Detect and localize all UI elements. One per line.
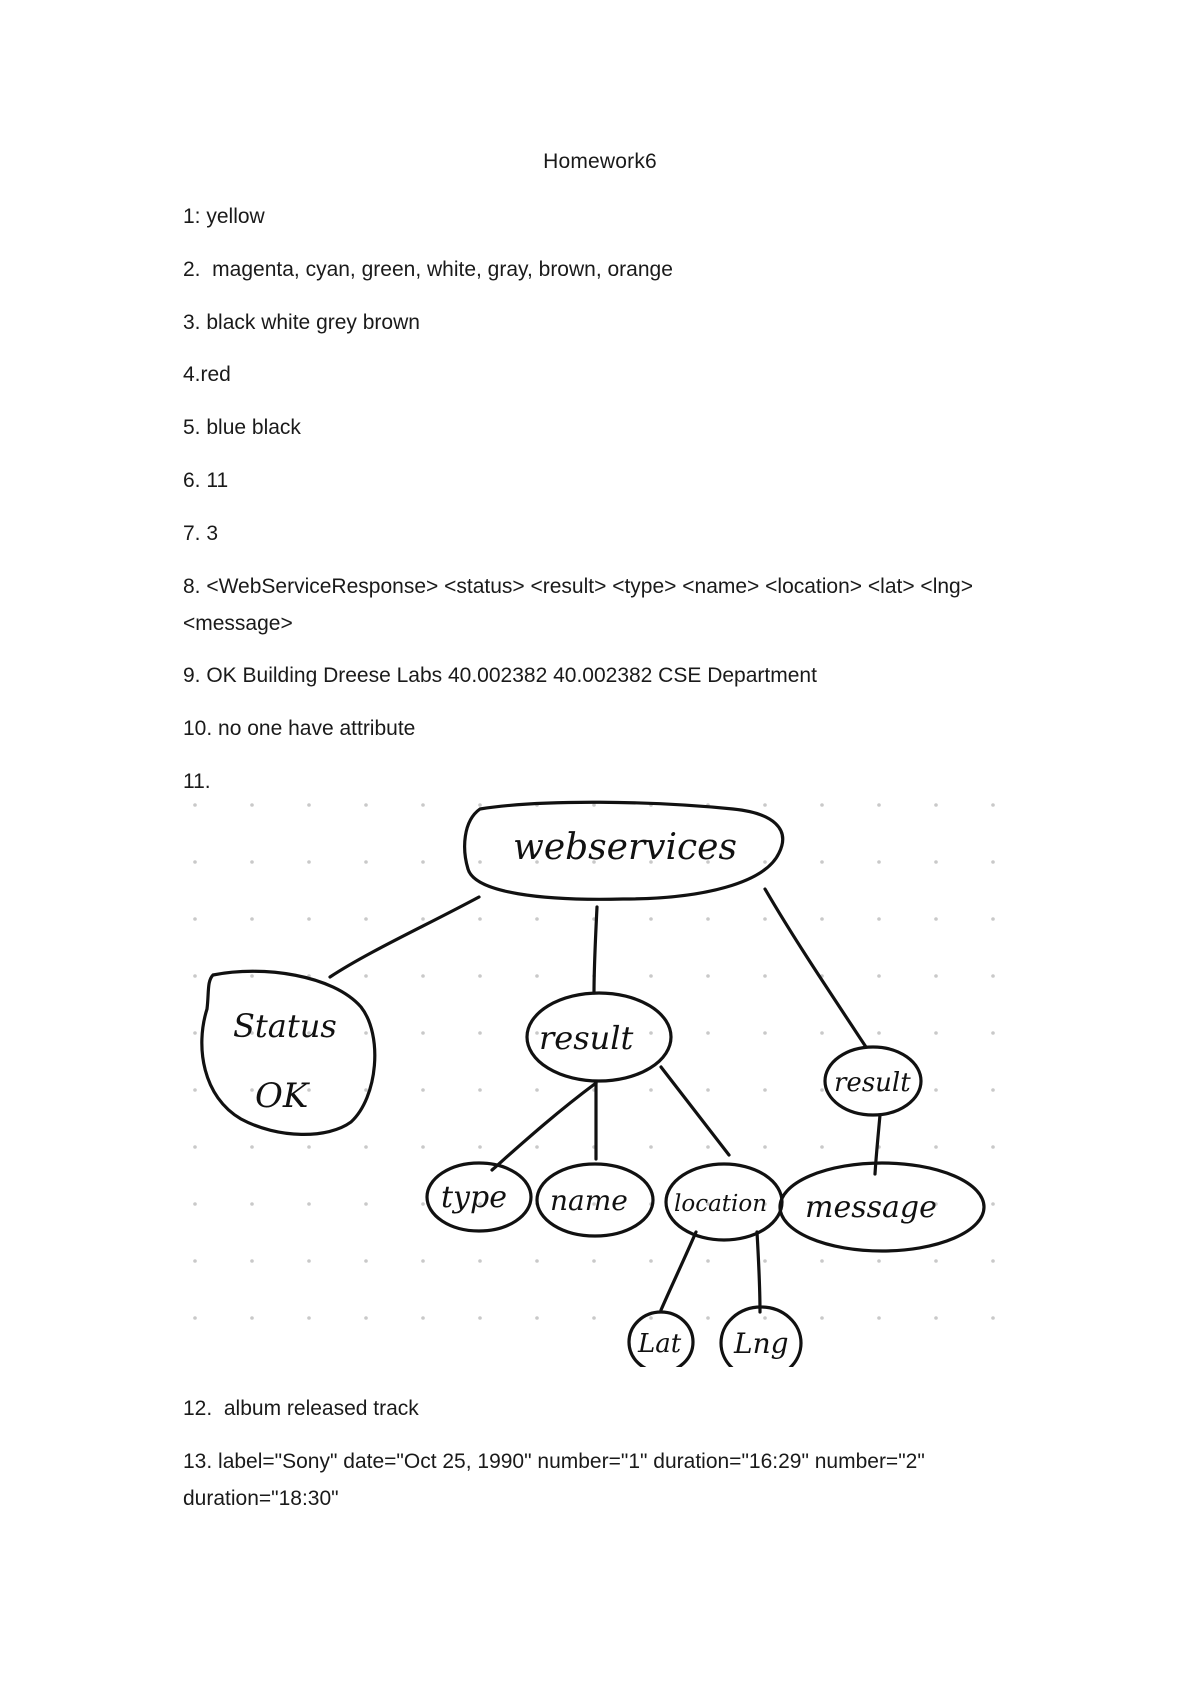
grid-dot	[193, 974, 197, 978]
edge-result2-message	[875, 1115, 880, 1174]
grid-dot	[193, 917, 197, 921]
grid-dot	[478, 1316, 482, 1320]
grid-dot	[991, 1316, 995, 1320]
grid-dot	[421, 917, 425, 921]
grid-dot	[478, 1088, 482, 1092]
grid-dot	[877, 1316, 881, 1320]
grid-dot	[478, 917, 482, 921]
grid-dot	[421, 860, 425, 864]
grid-dot	[307, 803, 311, 807]
node-message-label: message	[805, 1190, 937, 1225]
grid-dot	[649, 1088, 653, 1092]
grid-dot	[307, 1259, 311, 1263]
grid-dot	[991, 1202, 995, 1206]
grid-dot	[877, 1031, 881, 1035]
node-location-label: location	[674, 1191, 768, 1217]
grid-dot	[991, 1145, 995, 1149]
grid-dot	[877, 803, 881, 807]
grid-dot	[877, 917, 881, 921]
answer-10: 10. no one have attribute	[183, 717, 416, 740]
grid-dot	[991, 860, 995, 864]
grid-dot	[250, 974, 254, 978]
dot-grid	[193, 803, 995, 1320]
answer-5: 5. blue black	[183, 416, 301, 439]
grid-dot	[706, 1088, 710, 1092]
grid-dot	[763, 1259, 767, 1263]
grid-dot	[934, 1316, 938, 1320]
grid-dot	[478, 860, 482, 864]
grid-dot	[364, 974, 368, 978]
grid-dot	[364, 860, 368, 864]
grid-dot	[421, 1088, 425, 1092]
grid-dot	[535, 1316, 539, 1320]
answer-7: 7. 3	[183, 522, 219, 545]
grid-dot	[649, 1031, 653, 1035]
grid-dot	[535, 1088, 539, 1092]
grid-dot	[763, 1031, 767, 1035]
grid-dot	[307, 1202, 311, 1206]
grid-dot	[763, 803, 767, 807]
grid-dot	[250, 1316, 254, 1320]
grid-dot	[421, 1259, 425, 1263]
grid-dot	[763, 1316, 767, 1320]
grid-dot	[706, 1145, 710, 1149]
grid-dot	[820, 1259, 824, 1263]
grid-dot	[763, 917, 767, 921]
grid-dot	[478, 1259, 482, 1263]
grid-dot	[820, 1316, 824, 1320]
grid-dot	[934, 803, 938, 807]
grid-dot	[250, 917, 254, 921]
grid-dot	[649, 974, 653, 978]
grid-dot	[364, 917, 368, 921]
node-result2-label: result	[834, 1068, 911, 1098]
grid-dot	[877, 974, 881, 978]
document-title: Homework6	[543, 150, 657, 173]
answer-8: 8. <WebServiceResponse> <status> <result> <type> <name> <location> <lat> <lng> <message>	[183, 575, 979, 635]
answer-4: 4.red	[183, 363, 231, 386]
grid-dot	[364, 1145, 368, 1149]
grid-dot	[421, 1145, 425, 1149]
node-lat-label: Lat	[638, 1329, 682, 1359]
grid-dot	[193, 803, 197, 807]
grid-dot	[421, 803, 425, 807]
grid-dot	[250, 803, 254, 807]
grid-dot	[706, 974, 710, 978]
grid-dot	[592, 1316, 596, 1320]
answer-3: 3. black white grey brown	[183, 311, 420, 334]
grid-dot	[763, 1088, 767, 1092]
grid-dot	[820, 803, 824, 807]
grid-dot	[364, 1316, 368, 1320]
node-lng-label: Lng	[734, 1327, 789, 1360]
grid-dot	[649, 917, 653, 921]
grid-dot	[706, 1031, 710, 1035]
edge-root-status	[330, 897, 479, 977]
grid-dot	[991, 1259, 995, 1263]
grid-dot	[364, 1031, 368, 1035]
answer-2: 2. magenta, cyan, green, white, gray, brown, orange	[183, 258, 673, 281]
grid-dot	[478, 974, 482, 978]
grid-dot	[934, 1031, 938, 1035]
edge-result-location	[661, 1067, 729, 1155]
grid-dot	[763, 860, 767, 864]
grid-dot	[193, 1031, 197, 1035]
grid-dot	[649, 1259, 653, 1263]
node-type-label: type	[441, 1180, 507, 1215]
grid-dot	[364, 1259, 368, 1263]
grid-dot	[934, 1088, 938, 1092]
node-status-label: Status	[233, 1007, 337, 1045]
grid-dot	[820, 1031, 824, 1035]
grid-dot	[991, 1031, 995, 1035]
answer-6: 6. 11	[183, 469, 229, 492]
grid-dot	[421, 1316, 425, 1320]
grid-dot	[478, 803, 482, 807]
xml-tree-diagram	[183, 797, 1025, 1367]
grid-dot	[535, 1145, 539, 1149]
grid-dot	[991, 974, 995, 978]
grid-dot	[820, 860, 824, 864]
grid-dot	[250, 1145, 254, 1149]
grid-dot	[193, 1259, 197, 1263]
grid-dot	[934, 917, 938, 921]
grid-dot	[649, 1145, 653, 1149]
edge-location-lat	[661, 1232, 696, 1310]
grid-dot	[193, 1316, 197, 1320]
grid-dot	[763, 974, 767, 978]
grid-dot	[250, 860, 254, 864]
grid-dot	[364, 803, 368, 807]
grid-dot	[307, 1145, 311, 1149]
grid-dot	[307, 917, 311, 921]
grid-dot	[706, 1259, 710, 1263]
grid-dot	[991, 917, 995, 921]
node-result-label: result	[539, 1019, 634, 1057]
grid-dot	[820, 917, 824, 921]
grid-dot	[478, 1031, 482, 1035]
grid-dot	[934, 1259, 938, 1263]
answer-1: 1: yellow	[183, 205, 265, 228]
grid-dot	[763, 1145, 767, 1149]
grid-dot	[706, 1316, 710, 1320]
grid-dot	[934, 1145, 938, 1149]
grid-dot	[193, 1088, 197, 1092]
grid-dot	[934, 860, 938, 864]
answer-13: 13. label="Sony" date="Oct 25, 1990" number="1" duration="16:29" number="2" duration="18:30"	[183, 1450, 931, 1510]
edge-result-type	[492, 1083, 596, 1170]
grid-dot	[364, 1088, 368, 1092]
grid-dot	[535, 917, 539, 921]
grid-dot	[820, 1088, 824, 1092]
node-webservices-label: webservices	[513, 827, 737, 868]
grid-dot	[421, 974, 425, 978]
node-name-label: name	[550, 1184, 628, 1217]
answer-12: 12. album released track	[183, 1397, 419, 1420]
grid-dot	[364, 1202, 368, 1206]
grid-dot	[934, 974, 938, 978]
edge-location-lng	[757, 1232, 760, 1312]
grid-dot	[991, 1088, 995, 1092]
answer-11: 11.	[183, 770, 211, 793]
grid-dot	[991, 803, 995, 807]
grid-dot	[535, 1259, 539, 1263]
grid-dot	[307, 860, 311, 864]
grid-dot	[706, 917, 710, 921]
edge-root-result2	[765, 889, 866, 1047]
grid-dot	[250, 1259, 254, 1263]
answer-9: 9. OK Building Dreese Labs 40.002382 40.002382 CSE Department	[183, 664, 817, 687]
grid-dot	[877, 860, 881, 864]
grid-dot	[193, 860, 197, 864]
grid-dot	[535, 974, 539, 978]
grid-dot	[592, 1259, 596, 1263]
grid-dot	[421, 1202, 425, 1206]
grid-dot	[820, 1145, 824, 1149]
grid-dot	[307, 1316, 311, 1320]
grid-dot	[478, 1145, 482, 1149]
grid-dot	[193, 1145, 197, 1149]
grid-dot	[193, 1202, 197, 1206]
node-status-value: OK	[255, 1076, 309, 1116]
grid-dot	[649, 1316, 653, 1320]
grid-dot	[250, 1202, 254, 1206]
grid-dot	[250, 1088, 254, 1092]
grid-dot	[877, 1259, 881, 1263]
grid-dot	[421, 1031, 425, 1035]
